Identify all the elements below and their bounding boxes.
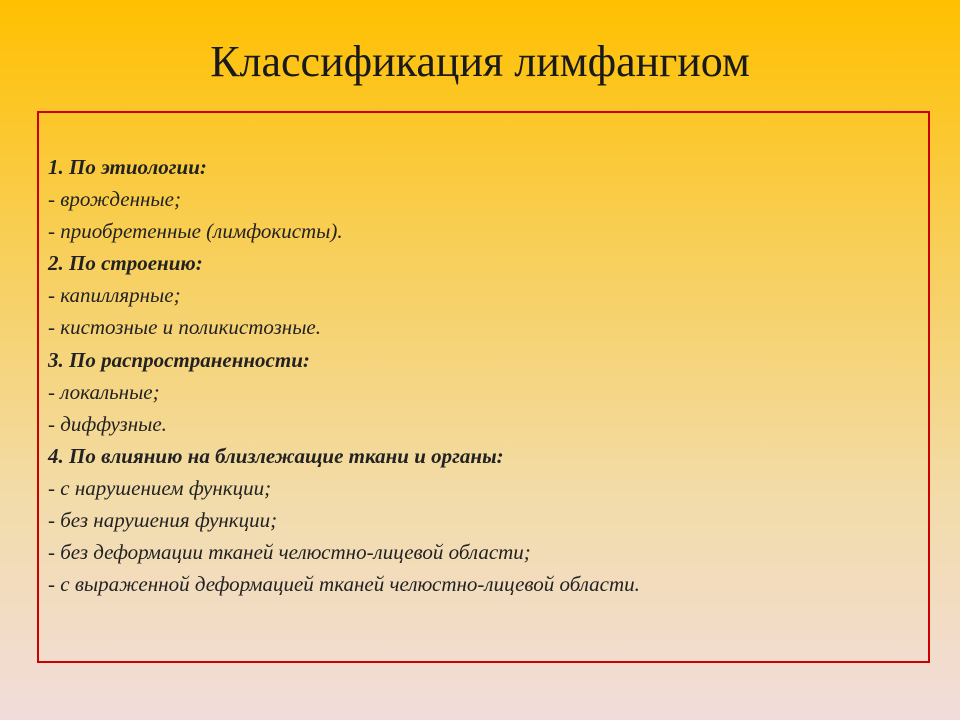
section-heading-extent: 3. По распространенности: bbox=[48, 347, 310, 372]
list-item: - кистозные и поликистозные. bbox=[48, 315, 321, 340]
section-heading-impact: 4. По влиянию на близлежащие ткани и органы: bbox=[48, 443, 504, 468]
list-item: - локальные; bbox=[48, 379, 160, 404]
slide-title: Классификация лимфангиом bbox=[210, 37, 750, 86]
list-item: - без нарушения функции; bbox=[48, 508, 278, 533]
section-heading-structure: 2. По строению: bbox=[48, 251, 203, 276]
list-item: - капиллярные; bbox=[48, 283, 181, 308]
list-item: - без деформации тканей челюстно-лицевой области; bbox=[48, 540, 531, 565]
classification-box bbox=[37, 111, 930, 663]
list-item: - с выраженной деформацией тканей челюстно-лицевой области. bbox=[48, 572, 640, 597]
list-item: - приобретенные (лимфокисты). bbox=[48, 219, 343, 244]
classification-list bbox=[48, 151, 640, 600]
list-item: - врожденные; bbox=[48, 187, 181, 212]
list-item: - диффузные. bbox=[48, 411, 167, 436]
list-item: - с нарушением функции; bbox=[48, 475, 272, 500]
section-heading-etiology: 1. По этиологии: bbox=[48, 155, 207, 179]
